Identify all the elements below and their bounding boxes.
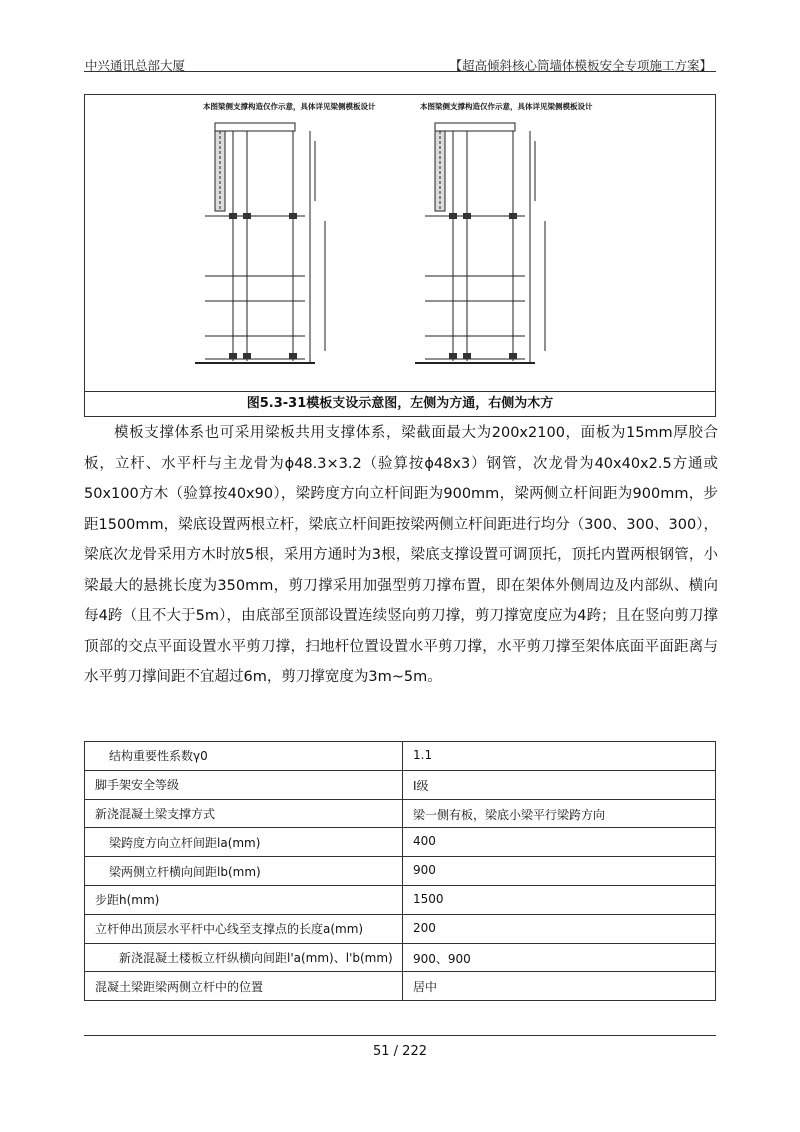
table-cell-value: 400 — [403, 828, 716, 857]
table-cell-label: 混凝土梁距梁两侧立杆中的位置 — [85, 972, 403, 1001]
table-cell-label: 新浇混凝土楼板立杆纵横向间距l'a(mm)、l'b(mm) — [85, 943, 403, 972]
footer-rule — [84, 1035, 716, 1036]
table-cell-value: 900、900 — [403, 943, 716, 972]
table-cell-label: 步距h(mm) — [85, 885, 403, 914]
table-cell-value: 居中 — [403, 972, 716, 1001]
drawing-note-right: 本图梁侧支撑构造仅作示意，具体详见梁侧模板设计 — [420, 102, 593, 111]
figure-formwork — [84, 94, 716, 417]
body-text — [84, 418, 718, 693]
table-cell-label: 梁跨度方向立杆间距la(mm) — [85, 828, 403, 857]
paragraph: 模板支撑体系也可采用梁板共用支撑体系，梁截面最大为200x2100，面板为15mm厚胶合板，立杆、水平杆与主龙骨为ϕ48.3×3.2（验算按ϕ48x3）钢管，次龙骨为40x40x2.5方通或50x100方木（验算按40x90），梁跨度方向立杆间距为900mm，梁两侧立杆间距为900mm，步距1500mm，梁底设置两根立杆，梁底立杆间距按梁两侧立杆间距进行均分（300、300、300），梁底次龙骨采用方木时放5根，采用方通时为3根，梁底支撑设置可调顶托，顶托内置两根钢管，小梁最大的悬挑长度为350mm，剪刀撑采用加强型剪刀撑布置，即在架体外侧周边及内部纵、横向每4跨（且不大于5m），由底部至顶部设置连续竖向剪刀撑，剪刀撑宽度应为4跨；且在竖向剪刀撑顶部的交点平面设置水平剪刀撑，扫地杆位置设置水平剪刀撑，水平剪刀撑至架体底面平面距离与水平剪刀撑间距不宜超过6m，剪刀撑宽度为3m~5m。 — [84, 425, 718, 685]
figure-caption-row — [85, 391, 715, 416]
table-cell-value: 1500 — [403, 885, 716, 914]
page-number: 51 / 222 — [373, 1044, 427, 1059]
table-cell-value: 900 — [403, 857, 716, 886]
table-cell-label: 结构重要性系数γ0 — [85, 742, 403, 771]
table-row — [85, 770, 716, 799]
table-cell-value: 梁一侧有板，梁底小梁平行梁跨方向 — [403, 799, 716, 828]
drawing-right-timber — [405, 101, 555, 381]
table-cell-value: 200 — [403, 914, 716, 943]
table-cell-value: 1.1 — [403, 742, 716, 771]
figure-caption: 图5.3-31模板支设示意图，左侧为方通，右侧为木方 — [246, 396, 554, 411]
parameter-table — [84, 741, 716, 1001]
table-row — [85, 799, 716, 828]
drawing-note-left: 本图梁侧支撑构造仅作示意，具体详见梁侧模板设计 — [203, 102, 376, 111]
table-row — [85, 885, 716, 914]
table-row — [85, 972, 716, 1001]
table-row — [85, 914, 716, 943]
table-row — [85, 943, 716, 972]
header-right: 【超高倾斜核心筒墙体模板安全专项施工方案】 — [449, 58, 712, 73]
table-cell-value: Ⅰ级 — [403, 770, 716, 799]
header-left: 中兴通讯总部大厦 — [85, 58, 186, 73]
header-rule — [84, 71, 716, 72]
table-cell-label: 梁两侧立杆横向间距lb(mm) — [85, 857, 403, 886]
table-row — [85, 742, 716, 771]
table-row — [85, 828, 716, 857]
drawing-left-square-tube — [185, 101, 335, 381]
table-cell-label: 新浇混凝土梁支撑方式 — [85, 799, 403, 828]
table-cell-label: 脚手架安全等级 — [85, 770, 403, 799]
table-row — [85, 857, 716, 886]
table-cell-label: 立杆伸出顶层水平杆中心线至支撑点的长度a(mm) — [85, 914, 403, 943]
